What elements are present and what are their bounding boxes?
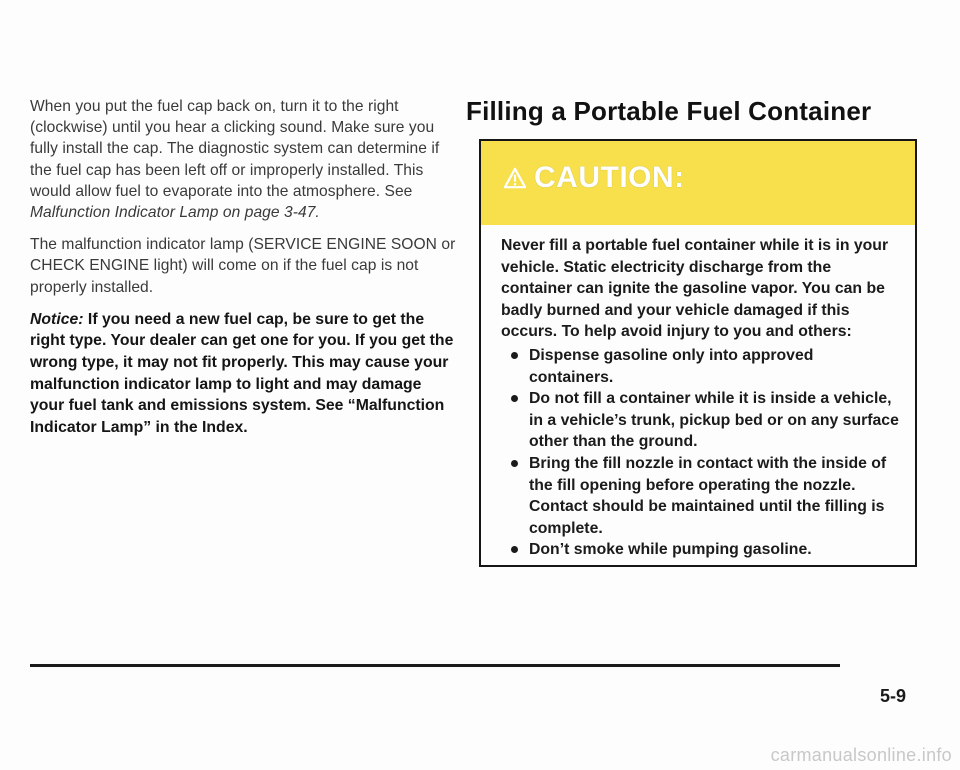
footer-rule xyxy=(30,664,840,667)
list-item xyxy=(529,388,901,453)
list-item xyxy=(529,539,901,561)
list-item xyxy=(529,453,901,539)
left-column xyxy=(30,96,460,438)
bullet-icon xyxy=(511,546,518,553)
caution-label: CAUTION: xyxy=(534,161,685,194)
caution-title xyxy=(504,161,685,195)
warning-triangle-icon xyxy=(504,167,526,189)
bullet-icon xyxy=(511,460,518,467)
fuel-cap-text: When you put the fuel cap back on, turn it to the right (clockwise) until you hear a clicking sound. Make sure you fully install the cap. The diagnostic system can determine if the fuel cap has been left off or improperly installed. This would allow fuel to evaporate into the atmosphere. See xyxy=(30,98,440,200)
indicator-lamp-paragraph: The malfunction indicator lamp (SERVICE ENGINE SOON or CHECK ENGINE light) will come on if the fuel cap is not properly installed. xyxy=(30,236,456,296)
section-heading: Filling a Portable Fuel Container xyxy=(466,96,872,126)
caution-intro: Never fill a portable fuel container while it is in your vehicle. Static electricity discharge from the container can ignite the gasoline vapor. You can be badly burned and your vehicle damaged if this occurs. To help avoid injury to you and others: xyxy=(501,237,889,341)
fuel-cap-paragraph xyxy=(30,96,460,223)
bullet-icon xyxy=(511,352,518,359)
caution-body xyxy=(501,235,901,561)
notice-label: Notice: xyxy=(30,310,84,328)
page-number: 5-9 xyxy=(880,686,907,706)
notice-text: If you need a new fuel cap, be sure to get the right type. Your dealer can get one for you. If you get the wrong type, it may not fit properly. This may cause your malfunction indicator lamp to light and may damage your fuel tank and emissions system. See “Malfunction Indicator Lamp” in the Index. xyxy=(30,310,454,436)
caution-bullet-list xyxy=(501,345,901,561)
caution-box xyxy=(479,139,917,567)
bullet-text: Don’t smoke while pumping gasoline. xyxy=(529,541,812,559)
malfunction-lamp-reference: Malfunction Indicator Lamp on page 3-47. xyxy=(30,204,320,222)
bullet-icon xyxy=(511,395,518,402)
bullet-text: Bring the fill nozzle in contact with the inside of the fill opening before operating the nozzle. Contact should be maintained until the filling is complete. xyxy=(529,454,887,537)
notice-paragraph xyxy=(30,309,460,439)
watermark-text: carmanualsonline.info xyxy=(770,745,952,765)
bullet-text: Dispense gasoline only into approved containers. xyxy=(529,346,814,386)
list-item xyxy=(529,345,901,388)
bullet-text: Do not fill a container while it is inside a vehicle, in a vehicle’s trunk, pickup bed or on any surface other than the ground. xyxy=(529,390,899,451)
